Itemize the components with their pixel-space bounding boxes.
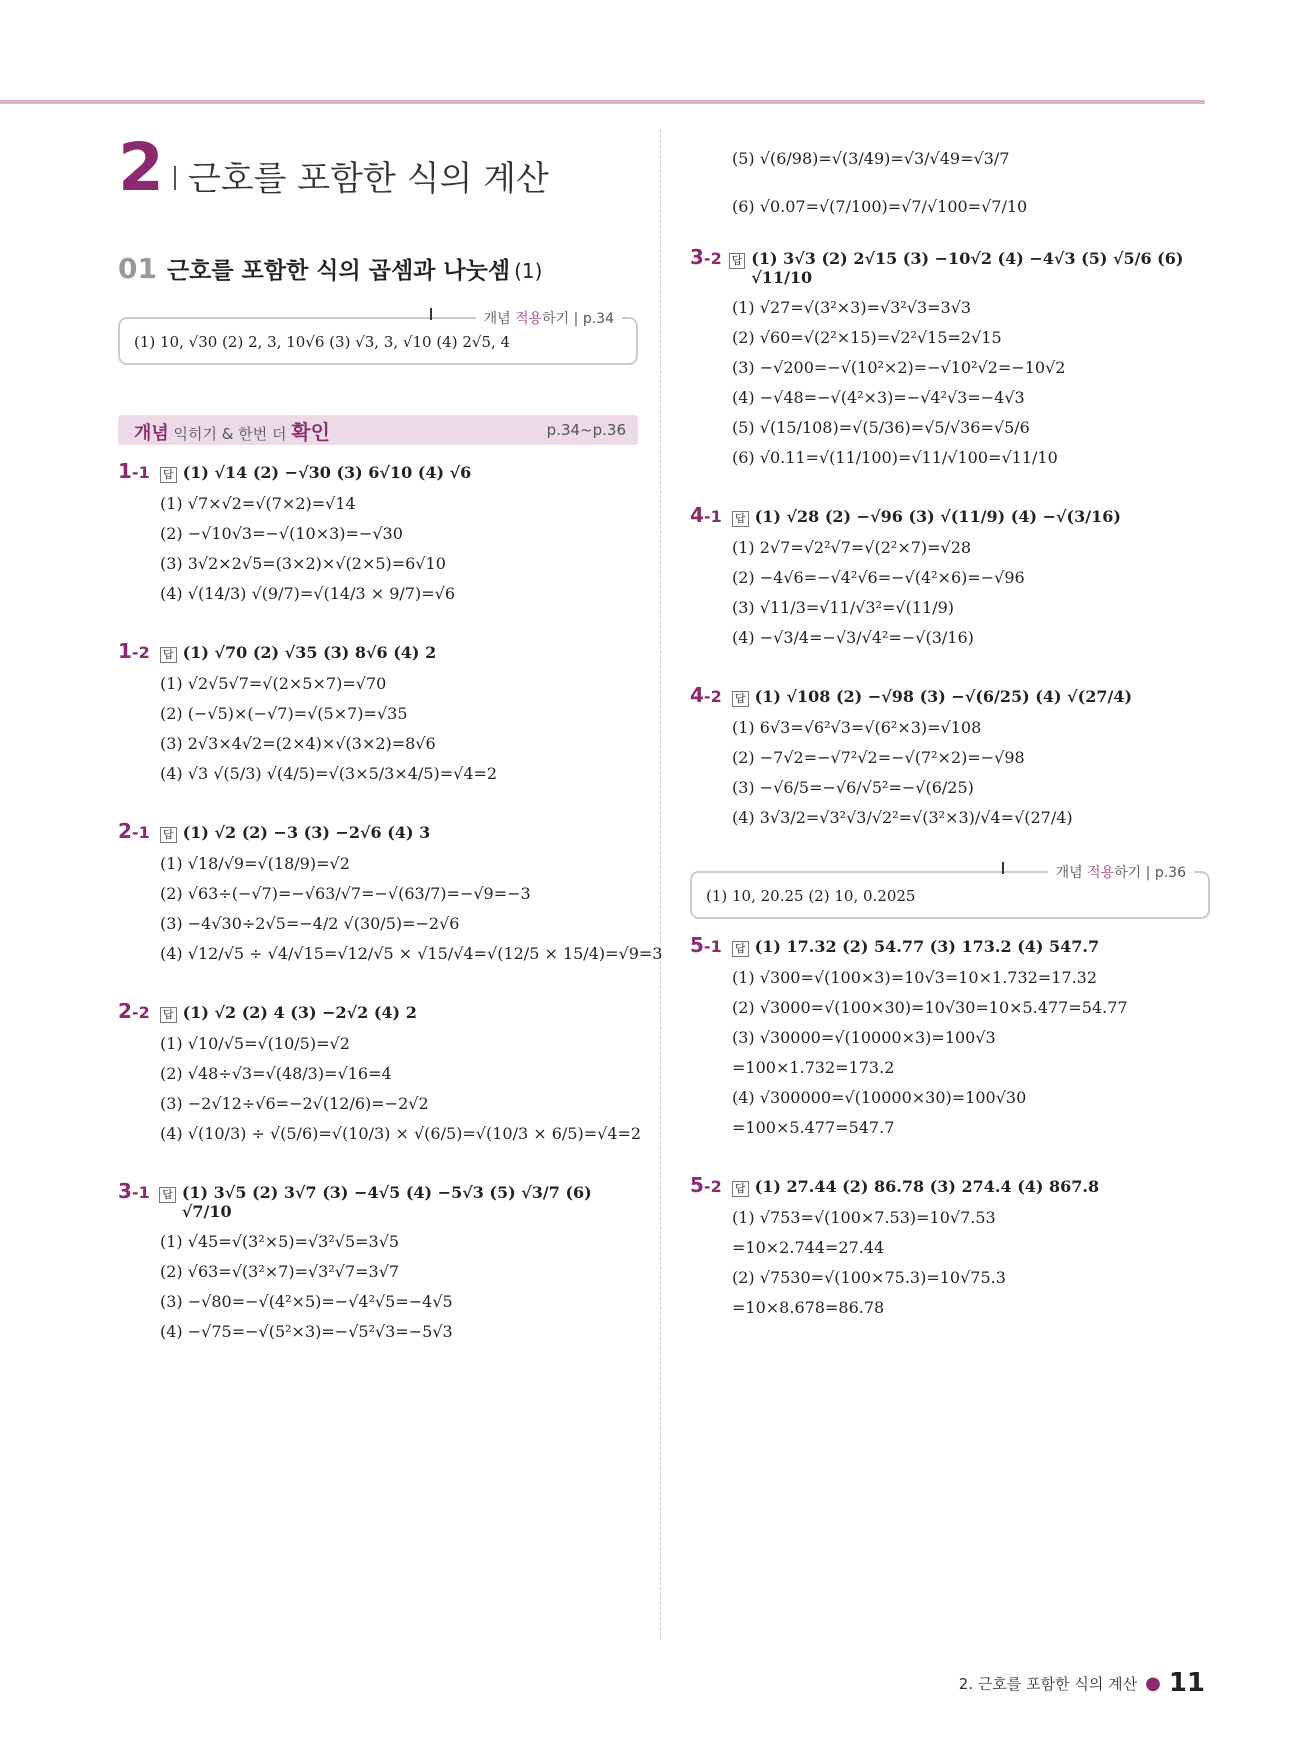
solution-line: (1) √27=√(3²×3)=√3²√3=3√3 <box>732 298 972 317</box>
problem-id: 1-2 <box>118 639 150 663</box>
problem-header <box>690 933 1210 957</box>
problem-answer: (1) √28 (2) −√96 (3) √(11/9) (4) −√(3/16) <box>754 507 1121 526</box>
solution-line: (2) −4√6=−√4²√6=−√(4²×6)=−√96 <box>732 568 1025 587</box>
right-continued-lines <box>690 135 1210 231</box>
problem-answer: (1) √108 (2) −√98 (3) −√(6/25) (4) √(27/4) <box>754 687 1133 706</box>
solution-line: (4) √300000=√(10000×30)=100√30 <box>732 1088 1027 1107</box>
chapter-title: 근호를 포함한 식의 계산 <box>187 159 549 199</box>
answer-mark: 답 <box>160 647 177 663</box>
solution-line: (5) √(6/98)=√(3/49)=√3/√49=√3/7 <box>732 149 1010 168</box>
box-content: (1) 10, √30 (2) 2, 3, 10√6 (3) √3, 3, √10 (4) 2√5, 4 <box>134 333 511 351</box>
problem-answer: (1) 27.44 (2) 86.78 (3) 274.4 (4) 867.8 <box>754 1177 1100 1196</box>
top-rule <box>0 100 1205 104</box>
solution-line: (1) 2√7=√2²√7=√(2²×7)=√28 <box>732 538 972 557</box>
solution-line: (2) √3000=√(100×30)=10√30=10×5.477=54.77 <box>732 998 1128 1017</box>
answer-mark: 답 <box>159 1187 176 1203</box>
problem-header <box>690 1173 1210 1197</box>
problem-answer: (1) 3√3 (2) 2√15 (3) −10√2 (4) −4√3 (5) √5/6 (6) √11/10 <box>751 249 1184 287</box>
solution-line: (3) −√6/5=−√6/√5²=−√(6/25) <box>732 778 974 797</box>
problem-answer: (1) √70 (2) √35 (3) 8√6 (4) 2 <box>182 643 437 662</box>
answer-mark: 답 <box>732 941 749 957</box>
solution-line: (1) √10/√5=√(10/5)=√2 <box>160 1034 350 1053</box>
solution-line: =100×1.732=173.2 <box>732 1058 895 1077</box>
chapter-number: 2 <box>118 129 164 206</box>
solution-line: (3) −2√12÷√6=−2√(12/6)=−2√2 <box>160 1094 429 1113</box>
box-tab-mark <box>430 308 432 320</box>
section-title: 근호를 포함한 식의 곱셈과 나눗셈 <box>166 258 511 284</box>
answer-mark: 답 <box>732 691 749 707</box>
solution-line: (3) 2√3×4√2=(2×4)×√(3×2)=8√6 <box>160 734 436 753</box>
problem-id: 2-1 <box>118 819 150 843</box>
solution-line: (3) √11/3=√11/√3²=√(11/9) <box>732 598 955 617</box>
problem-header <box>690 245 1210 287</box>
solution-line: (6) √0.11=√(11/100)=√11/√100=√11/10 <box>732 448 1058 467</box>
solution-line: (4) √3 √(5/3) √(4/5)=√(3×5/3×4/5)=√4=2 <box>160 764 498 783</box>
banner-pages: p.34~p.36 <box>546 421 626 439</box>
problem <box>118 639 638 789</box>
solution-line: (2) −√10√3=−√(10×3)=−√30 <box>160 524 403 543</box>
problem-id: 5-1 <box>690 933 722 957</box>
problem <box>118 999 642 1149</box>
solution-line: (4) √12/√5 ÷ √4/√15=√12/√5 × √15/√4=√(12/5 × 15/4)=√9=3 <box>160 944 663 963</box>
problem-header <box>118 1179 638 1221</box>
problem-answer: (1) √2 (2) −3 (3) −2√6 (4) 3 <box>182 823 431 842</box>
solution-line: (6) √0.07=√(7/100)=√7/√100=√7/10 <box>732 197 1028 216</box>
solution-line: (1) √300=√(100×3)=10√3=10×1.732=17.32 <box>732 968 1098 987</box>
problem <box>690 503 1210 653</box>
solution-line: =10×2.744=27.44 <box>732 1238 885 1257</box>
problem-id: 3-2 <box>690 245 722 269</box>
problem-answer: (1) √2 (2) 4 (3) −2√2 (4) 2 <box>182 1003 417 1022</box>
solution-line: (3) −√80=−√(4²×5)=−√4²√5=−4√5 <box>160 1292 453 1311</box>
section-subtitle: (1) <box>514 259 543 283</box>
solution-line: (2) √63=√(3²×7)=√3²√7=3√7 <box>160 1262 400 1281</box>
solution-line: (4) −√75=−√(5²×3)=−√5²√3=−5√3 <box>160 1322 453 1341</box>
solution-line: (1) √7×√2=√(7×2)=√14 <box>160 494 356 513</box>
solution-line: (5) √(15/108)=√(5/36)=√5/√36=√5/6 <box>732 418 1030 437</box>
footer-chapter: 2. 근호를 포함한 식의 계산 <box>958 1674 1138 1693</box>
problem <box>118 1179 638 1347</box>
problem <box>118 459 638 609</box>
box-content: (1) 10, 20.25 (2) 10, 0.2025 <box>706 887 916 905</box>
problem-answer: (1) 17.32 (2) 54.77 (3) 173.2 (4) 547.7 <box>754 937 1100 956</box>
solution-line: (2) √48÷√3=√(48/3)=√16=4 <box>160 1064 392 1083</box>
apply-concept-box-1 <box>118 311 638 365</box>
solution-line: (2) (−√5)×(−√7)=√(5×7)=√35 <box>160 704 408 723</box>
solution-line: (3) 3√2×2√5=(3×2)×√(2×5)=6√10 <box>160 554 446 573</box>
problem <box>690 245 1210 473</box>
footer-bullet: ● <box>1145 1672 1161 1694</box>
problem-answer: (1) √14 (2) −√30 (3) 6√10 (4) √6 <box>182 463 472 482</box>
solution-line: (3) −√200=−√(10²×2)=−√10²√2=−10√2 <box>732 358 1066 377</box>
problem-header <box>118 999 638 1023</box>
problem-id: 2-2 <box>118 999 150 1023</box>
section-number: 01 <box>118 252 157 285</box>
solution-line: (1) √753=√(100×7.53)=10√7.53 <box>732 1208 996 1227</box>
box-label: 개념 적용하기 | p.36 <box>1048 862 1194 882</box>
solution-line: (4) 3√3/2=√3²√3/√2²=√(3²×3)/√4=√(27/4) <box>732 808 1073 827</box>
box-label: 개념 적용하기 | p.34 <box>476 308 622 328</box>
solution-line: (4) √(14/3) √(9/7)=√(14/3 × 9/7)=√6 <box>160 584 455 603</box>
answer-mark: 답 <box>160 467 177 483</box>
answer-mark: 답 <box>160 1007 177 1023</box>
right-problem-list-2 <box>690 933 1210 1323</box>
solution-line: (4) −√3/4=−√3/√4²=−√(3/16) <box>732 628 974 647</box>
solution-line: (1) 6√3=√6²√3=√(6²×3)=√108 <box>732 718 982 737</box>
solution-line: (1) √2√5√7=√(2×5×7)=√70 <box>160 674 387 693</box>
problem-id: 1-1 <box>118 459 150 483</box>
right-column <box>690 135 1210 1323</box>
solution-line: =10×8.678=86.78 <box>732 1298 885 1317</box>
solution-line: (1) √45=√(3²×5)=√3²√5=3√5 <box>160 1232 400 1251</box>
problem <box>690 683 1210 833</box>
solution-line: (2) √63÷(−√7)=−√63/√7=−√(63/7)=−√9=−3 <box>160 884 531 903</box>
problem <box>690 1173 1210 1323</box>
problem <box>118 819 663 969</box>
problem <box>690 933 1210 1143</box>
solution-line: (3) √30000=√(10000×3)=100√3 <box>732 1028 996 1047</box>
problem-header <box>118 819 638 843</box>
solution-line: (3) −4√30÷2√5=−4/2 √(30/5)=−2√6 <box>160 914 460 933</box>
answer-mark: 답 <box>732 1181 749 1197</box>
solution-line: (4) √(10/3) ÷ √(5/6)=√(10/3) × √(6/5)=√(10/3 × 6/5)=√4=2 <box>160 1124 642 1143</box>
solution-line: (4) −√48=−√(4²×3)=−√4²√3=−4√3 <box>732 388 1025 407</box>
problem-id: 5-2 <box>690 1173 722 1197</box>
answer-mark: 답 <box>732 511 749 527</box>
problem-id: 3-1 <box>118 1179 150 1203</box>
answer-mark: 답 <box>729 253 746 269</box>
solution-line: =100×5.477=547.7 <box>732 1118 895 1137</box>
chapter-header <box>118 129 638 210</box>
column-divider <box>660 130 661 1640</box>
problem-header <box>690 683 1210 707</box>
apply-concept-box-2 <box>690 865 1210 919</box>
chapter-divider <box>174 166 176 190</box>
problem-id: 4-2 <box>690 683 722 707</box>
problem-header <box>690 503 1210 527</box>
solution-line: (2) −7√2=−√7²√2=−√(7²×2)=−√98 <box>732 748 1025 767</box>
right-problem-list <box>690 245 1210 833</box>
box-tab-mark <box>1002 862 1004 874</box>
problem-id: 4-1 <box>690 503 722 527</box>
problem-header <box>118 639 638 663</box>
problem-header <box>118 459 638 483</box>
practice-banner <box>118 415 638 445</box>
page-number: 11 <box>1168 1668 1205 1698</box>
answer-mark: 답 <box>160 827 177 843</box>
left-column <box>118 129 663 1347</box>
solution-line: (2) √7530=√(100×75.3)=10√75.3 <box>732 1268 1006 1287</box>
banner-title: 개념 익히기 & 한번 더 확인 <box>134 419 330 444</box>
left-problem-list <box>118 459 663 1347</box>
section-header <box>118 252 638 285</box>
solution-line: (2) √60=√(2²×15)=√2²√15=2√15 <box>732 328 1002 347</box>
solution-line: (1) √18/√9=√(18/9)=√2 <box>160 854 350 873</box>
page-footer <box>959 1668 1205 1698</box>
problem-answer: (1) 3√5 (2) 3√7 (3) −4√5 (4) −5√3 (5) √3/7 (6) √7/10 <box>181 1183 592 1221</box>
